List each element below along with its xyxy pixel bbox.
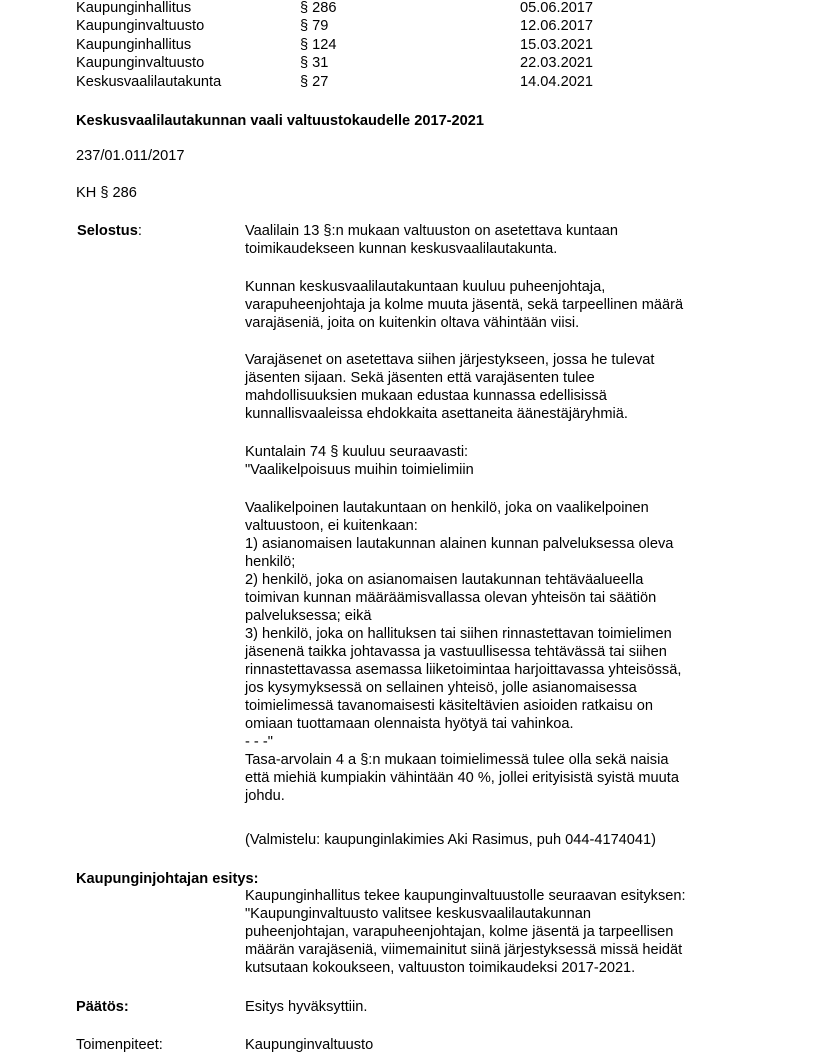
text-line: jäsenenä taikka johtavassa ja vastuullisessa tehtävässä tai siihen	[245, 644, 667, 660]
text-line: jos kysymyksessä on sellainen yhteisö, jolle asianomaisessa	[245, 680, 637, 696]
document-title: Keskusvaalilautakunnan vaali valtuustokaudelle 2017-2021	[76, 113, 485, 129]
text-line: "Vaalikelpoisuus muihin toimielimiin	[245, 462, 474, 478]
text-line: Kuntalain 74 § kuuluu seuraavasti:	[245, 444, 469, 460]
selostus-colon: :	[137, 223, 142, 239]
text-line: henkilö;	[245, 554, 296, 570]
text-line: palveluksessa; eikä	[245, 608, 372, 624]
text-line: johdu.	[245, 788, 285, 804]
text-line: varajäseniä, joita on kuitenkin oltava vähintään viisi.	[245, 315, 580, 331]
esitys-text	[245, 887, 765, 977]
text-line: toimielimessä tavanomaisesti käsiteltävien asioiden ratkaisu on	[245, 698, 654, 714]
text-line: 2) henkilö, joka on asianomaisen lautakunnan tehtäväalueella	[245, 572, 644, 588]
selostus-paragraph	[245, 351, 765, 423]
text-line: mahdollisuuksien mukaan edustaa kunnassa edellisissä	[245, 388, 607, 404]
history-section: § 31	[300, 55, 329, 71]
case-number: 237/01.011/2017	[76, 148, 185, 164]
history-body: Kaupunginvaltuusto	[76, 18, 205, 34]
text-line: Vaalikelpoinen lautakuntaan on henkilö, joka on vaalikelpoinen	[245, 500, 649, 516]
history-body: Keskusvaalilautakunta	[76, 74, 222, 90]
selostus-paragraph	[245, 278, 765, 332]
text-line: määrän varajäseniä, viimemainitut siinä järjestyksessä missä heidät	[245, 942, 683, 958]
text-line: "Kaupunginvaltuusto valitsee keskusvaalilautakunnan	[245, 906, 591, 922]
text-line: omiaan tuottamaan olennaista hyötyä tai vahinkoa.	[245, 716, 574, 732]
text-line: Varajäsenet on asetettava siihen järjestykseen, jossa he tulevat	[245, 352, 655, 368]
history-date: 12.06.2017	[520, 18, 594, 34]
text-line: Tasa-arvolain 4 a §:n mukaan toimielimessä tulee olla sekä naisia	[245, 752, 669, 768]
selostus-paragraph	[245, 222, 765, 258]
text-line: toimikaudekseen kunnan keskusvaalilautakunta.	[245, 241, 558, 257]
text-line: kunnallisvaaleissa ehdokkaita asettaneita äänestäjäryhmiä.	[245, 406, 628, 422]
kh-reference: KH § 286	[76, 185, 137, 201]
text-line: 1) asianomaisen lautakunnan alainen kunnan palveluksessa oleva	[245, 536, 674, 552]
history-body: Kaupunginhallitus	[76, 37, 192, 53]
text-line: Kunnan keskusvaalilautakuntaan kuuluu puheenjohtaja,	[245, 279, 606, 295]
text-line: rinnastettavassa asemassa liiketoimintaa harjoittavassa yhteisössä,	[245, 662, 682, 678]
text-line: puheenjohtajan, varapuheenjohtajan, kolme jäsentä ja tarpeellisen	[245, 924, 674, 940]
esitys-label: Kaupunginjohtajan esitys:	[76, 871, 259, 887]
history-section: § 79	[300, 18, 329, 34]
text-line: toimivan kunnan määräämisvallassa olevan yhteisön tai säätiön	[245, 590, 657, 606]
selostus-paragraph	[245, 443, 765, 479]
text-line: että miehiä kumpiakin vähintään 40 %, jollei erityisistä syistä muuta	[245, 770, 679, 786]
text-line: (Valmistelu: kaupunginlakimies Aki Rasimus, puh 044-4174041)	[245, 832, 657, 848]
paatos-label: Päätös:	[76, 999, 129, 1015]
selostus-label: Selostus	[77, 223, 138, 239]
text-line: - - -"	[245, 734, 273, 750]
toimenpiteet-text: Kaupunginvaltuusto	[245, 1037, 374, 1053]
history-body: Kaupunginhallitus	[76, 0, 192, 16]
history-section: § 124	[300, 37, 337, 53]
toimenpiteet-label: Toimenpiteet:	[76, 1037, 163, 1053]
text-line: varapuheenjohtaja ja kolme muuta jäsentä, sekä tarpeellinen määrä	[245, 297, 684, 313]
selostus-label-row	[77, 222, 142, 240]
text-line: kutsutaan kokoukseen, valtuuston toimikaudeksi 2017-2021.	[245, 960, 636, 976]
selostus-paragraph	[245, 499, 765, 805]
paatos-text: Esitys hyväksyttiin.	[245, 999, 368, 1015]
text-line: valtuustoon, ei kuitenkaan:	[245, 518, 418, 534]
selostus-paragraph	[245, 831, 765, 849]
history-section: § 27	[300, 74, 329, 90]
history-date: 15.03.2021	[520, 37, 594, 53]
history-date: 22.03.2021	[520, 55, 594, 71]
history-section: § 286	[300, 0, 337, 16]
history-body: Kaupunginvaltuusto	[76, 55, 205, 71]
history-date: 05.06.2017	[520, 0, 594, 16]
text-line: Kaupunginhallitus tekee kaupunginvaltuustolle seuraavan esityksen:	[245, 888, 686, 904]
text-line: 3) henkilö, joka on hallituksen tai siihen rinnastettavan toimielimen	[245, 626, 672, 642]
text-line: jäsenten sijaan. Sekä jäsenten että varajäsenten tulee	[245, 370, 595, 386]
history-date: 14.04.2021	[520, 74, 594, 90]
text-line: Vaalilain 13 §:n mukaan valtuuston on asetettava kuntaan	[245, 223, 618, 239]
